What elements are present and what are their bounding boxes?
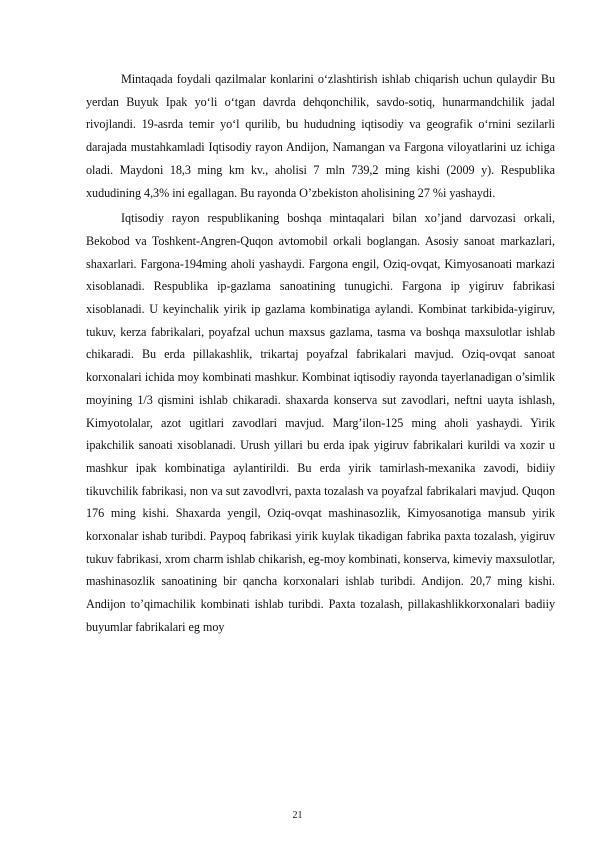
paragraph: Mintaqada foydali qazilmalar konlarini o‘zlashtirish ishlab chiqarish uchun qulaydir Bu yerdan Buyuk Ipak yo‘li o‘tgan davrda dehqonchilik, savdo-sotiq, hunarmandchilik jadal rivojlandi. 19-asrda temir yo‘l qurilib, bu hududning iqtisodiy va geografik o‘rnini sezilarli darajada mustahkamladi Iqtisodiy rayon Andijon, Namangan va Fargona viloyatlarini uz ichiga oladi. Maydoni 18,3 ming km kv., aholisi 7 mln 739,2 ming kishi (2009 y). Respublika xududining 4,3% ini egallagan. Bu rayonda O’zbekiston aholisining 27 %i yashaydi. [86,72,555,200]
body-text [86,68,555,639]
paragraph: Iqtisodiy rayon respublikaning boshqa mintaqalari bilan xo’jand darvozasi orkali, Bekobod va Toshkent-Angren-Quqon avtomobil orkali boglangan. Asosiy sanoat markazlari, shaxarlari. Fargona-194ming aholi yashaydi. Fargona engil, Oziq-ovqat, Kimyosanoati markazi xisoblanadi. Respublika ip-gazlama sanoatining tunugichi. Fargona ip yigiruv fabrikasi xisoblanadi. U keyinchalik yirik ip gazlama kombinatiga aylandi. Kombinat tarkibida-yigiruv, tukuv, kerza fabrikalari, poyafzal uchun maxsus gazlama, tasma va boshqa maxsulotlar ishlab chikaradi. Bu erda pillakashlik, trikartaj poyafzal fabrikalari mavjud. Oziq-ovqat sanoat korxonalari ichida moy kombinati mashkur. Kombinat iqtisodiy rayonda tayerlanadigan o’simlik moyining 1/3 qismini ishlab chikaradi. shaxarda konserva sut zavodlari, neftni uayta ishlash, Kimyotolalar, azot ugitlari zavodlari mavjud. Marg’ilon-125 ming aholi yashaydi. Yirik ipakchilik sanoati xisoblanadi. Urush yillari bu erda ipak yigiruv fabrikalari kurildi va xozir u mashkur ipak kombinatiga aylantirildi. Bu erda yirik tamirlash-mexanika zavodi, bidiiy tikuvchilik fabrikasi, non va sut zavodlvri, paxta tozalash va poyafzal fabrikalari mavjud. Quqon 176 ming kishi. Shaxarda yengil, Oziq-ovqat mashinasozlik, Kimyosanotiga mansub yirik korxonalar ishab turibdi. Paypoq fabrikasi yirik kuylak tikadigan fabrika paxta tozalash, yigiruv tukuv fabrikasi, xrom charm ishlab chikarish, eg-moy kombinati, konserva, kimeviy maxsulotlar, mashinasozlik sanoatining bir qancha korxonalari ishlab turibdi. Andijon. 20,7 ming kishi. Andijon to’qimachilik kombinati ishlab turibdi. Paxta tozalash, pillakashlikkorxonalari badiiy buyumlar fabrikalari eg moy [86,211,556,634]
page-number: 21 [292,810,303,821]
